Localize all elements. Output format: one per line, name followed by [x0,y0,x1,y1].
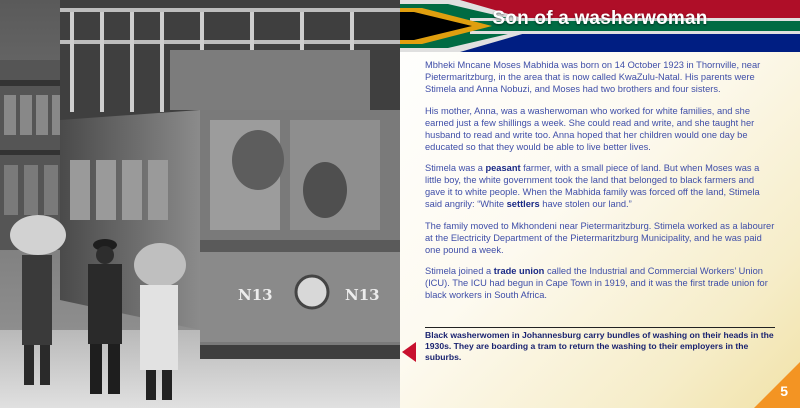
tram-number-left: N13 [238,286,273,304]
paragraph-text: called the Industrial and Commercial Workers’ Union (ICU). The ICU had begun in Cape Town in 1919, and it was the first trade union for black workers in South Africa. [425,266,768,300]
glossary-term: trade union [493,266,545,276]
body-text [425,59,775,311]
paragraph-text: Stimela joined a [425,266,494,276]
page-corner-tab [754,362,800,408]
paragraph-text: The family moved to Mkhondeni near Pietermaritzburg. Stimela worked as a labourer at the Electricity Department of the Pietermaritzburg Municipality, and he was paid one pound a week. [425,220,775,255]
body-paragraph [425,105,775,153]
body-paragraph [425,265,775,301]
body-paragraph [425,220,775,256]
paragraph-text: have stolen our land.” [539,199,632,209]
page-title: Son of a washerwoman [492,8,708,29]
glossary-term: peasant [485,163,521,173]
glossary-term: settlers [506,199,540,209]
text-page [400,0,800,408]
body-paragraph [425,162,775,210]
body-paragraph [425,59,775,95]
caption-arrow-icon [402,342,416,362]
paragraph-text: Stimela was a [425,163,486,173]
paragraph-text: Mbheki Mncane Moses Mabhida was born on 14 October 1923 in Thornville, near Pietermaritzburg, in the area that is now called KwaZulu-Natal. His parents were Stimela and Anna Nobuzi, and Moses had two brothers and four sisters. [425,60,761,94]
paragraph-text: His mother, Anna, was a washerwoman who worked for white families, and she earned just a few shillings a week. She could read and write, and she taught her husband to read and write too. Anna hoped that her children would one day be educated so that they would be able to live better lives. [425,105,755,152]
flag-banner [400,0,800,52]
photo-caption: Black washerwomen in Johannesburg carry bundles of washing on their heads in the 1930s. They are boarding a tram to return the washing to their employers in the suburbs. [425,327,775,363]
page-number: 5 [780,383,788,399]
photo-caption-block [400,327,800,383]
tram-number-right: N13 [345,286,380,304]
paragraph-text: farmer, with a small piece of land. But when Moses was a little boy, the white government took the land that belonged to black farmers and gave it to white people. When the Mabhida family was forced off the land, Stimela said angrily: “White [425,163,760,209]
